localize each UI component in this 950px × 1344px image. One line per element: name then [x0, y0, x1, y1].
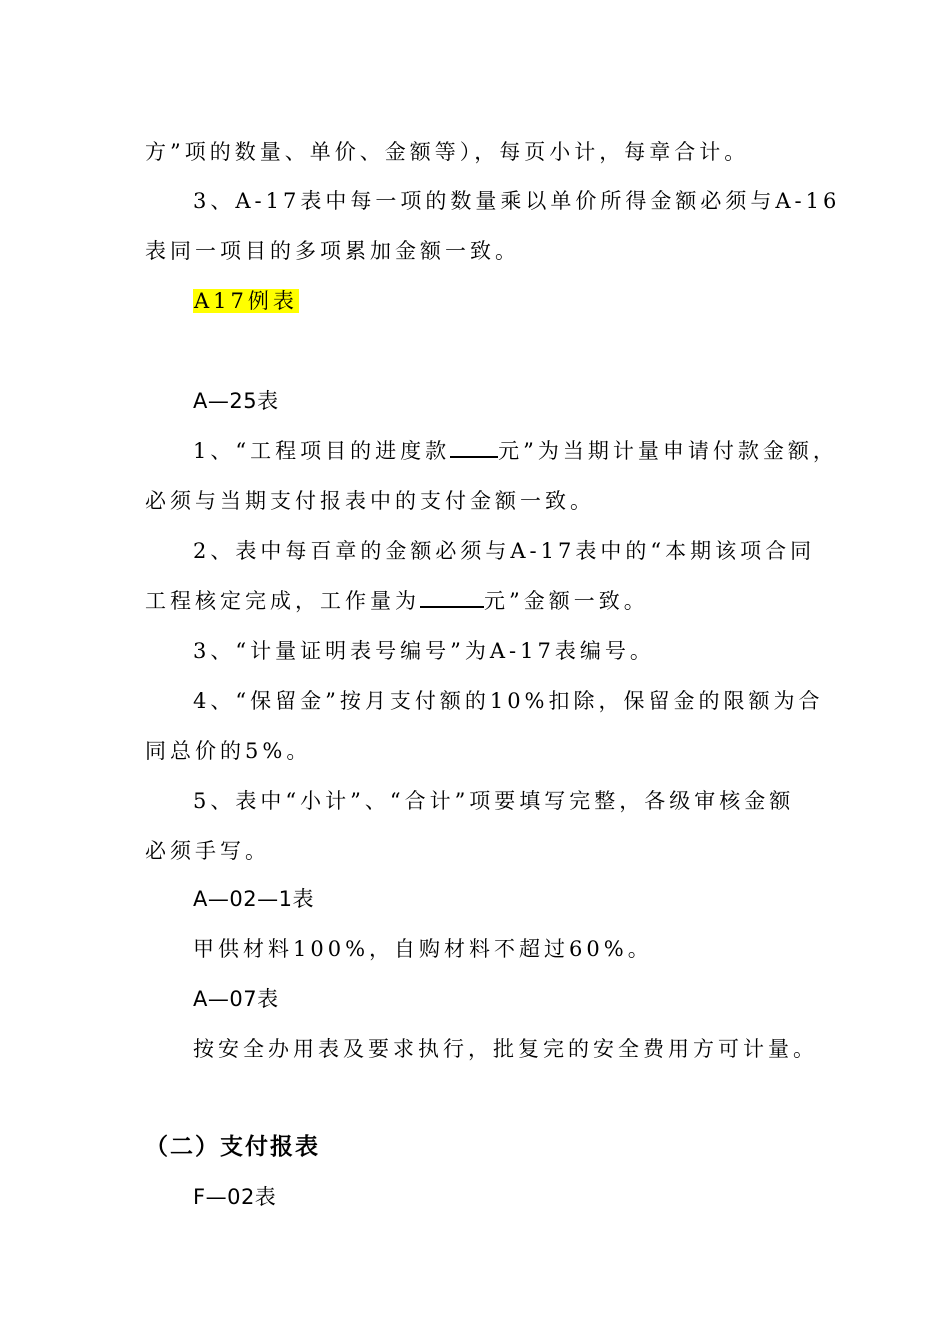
- fill-in-blank: [420, 588, 484, 608]
- a17-example-label: [193, 286, 873, 316]
- paragraph-line: 3、“计量证明表号编号”为A-17表编号。: [193, 639, 655, 663]
- paragraph-line: 4、“保留金”按月支付额的10%扣除，保留金的限额为合: [193, 689, 824, 713]
- paragraph-line: 必须手写。: [145, 839, 270, 863]
- text-segment: 工程核定完成，工作量为: [145, 589, 420, 613]
- text-segment: 1、“工程项目的进度款: [193, 439, 451, 463]
- paragraph-line: 2、表中每百章的金额必须与A-17表中的“本期该项合同: [193, 539, 816, 563]
- text-segment: 元”金额一致。: [484, 589, 649, 613]
- a07-heading: A—07表: [193, 987, 279, 1011]
- paragraph-line: 同总价的5%。: [145, 739, 312, 763]
- paragraph-line: 甲供材料100%，自购材料不超过60%。: [193, 937, 653, 961]
- a25-heading: A—25表: [193, 389, 279, 413]
- section-heading: （二）支付报表: [145, 1134, 320, 1160]
- paragraph-line: 方”项的数量、单价、金额等），每页小计，每章合计。: [145, 140, 750, 164]
- a25-item1-line1: [193, 436, 873, 466]
- paragraph-line: 按安全办用表及要求执行，批复完的安全费用方可计量。: [193, 1037, 818, 1061]
- paragraph-line: 3、A-17表中每一项的数量乘以单价所得金额必须与A-16: [193, 189, 841, 213]
- a021-heading: A—02—1表: [193, 887, 314, 911]
- a25-item2-line2: [145, 586, 825, 616]
- f02-heading: F—02表: [193, 1185, 277, 1209]
- paragraph-line: 表同一项目的多项累加金额一致。: [145, 239, 520, 263]
- paragraph-line: 5、表中“小计”、“合计”项要填写完整，各级审核金额: [193, 789, 795, 813]
- text-segment: 元”为当期计量申请付款金额，: [498, 439, 838, 463]
- paragraph-line: 必须与当期支付报表中的支付金额一致。: [145, 489, 595, 513]
- fill-in-blank: [450, 438, 498, 458]
- highlighted-text: A17例表: [194, 289, 298, 313]
